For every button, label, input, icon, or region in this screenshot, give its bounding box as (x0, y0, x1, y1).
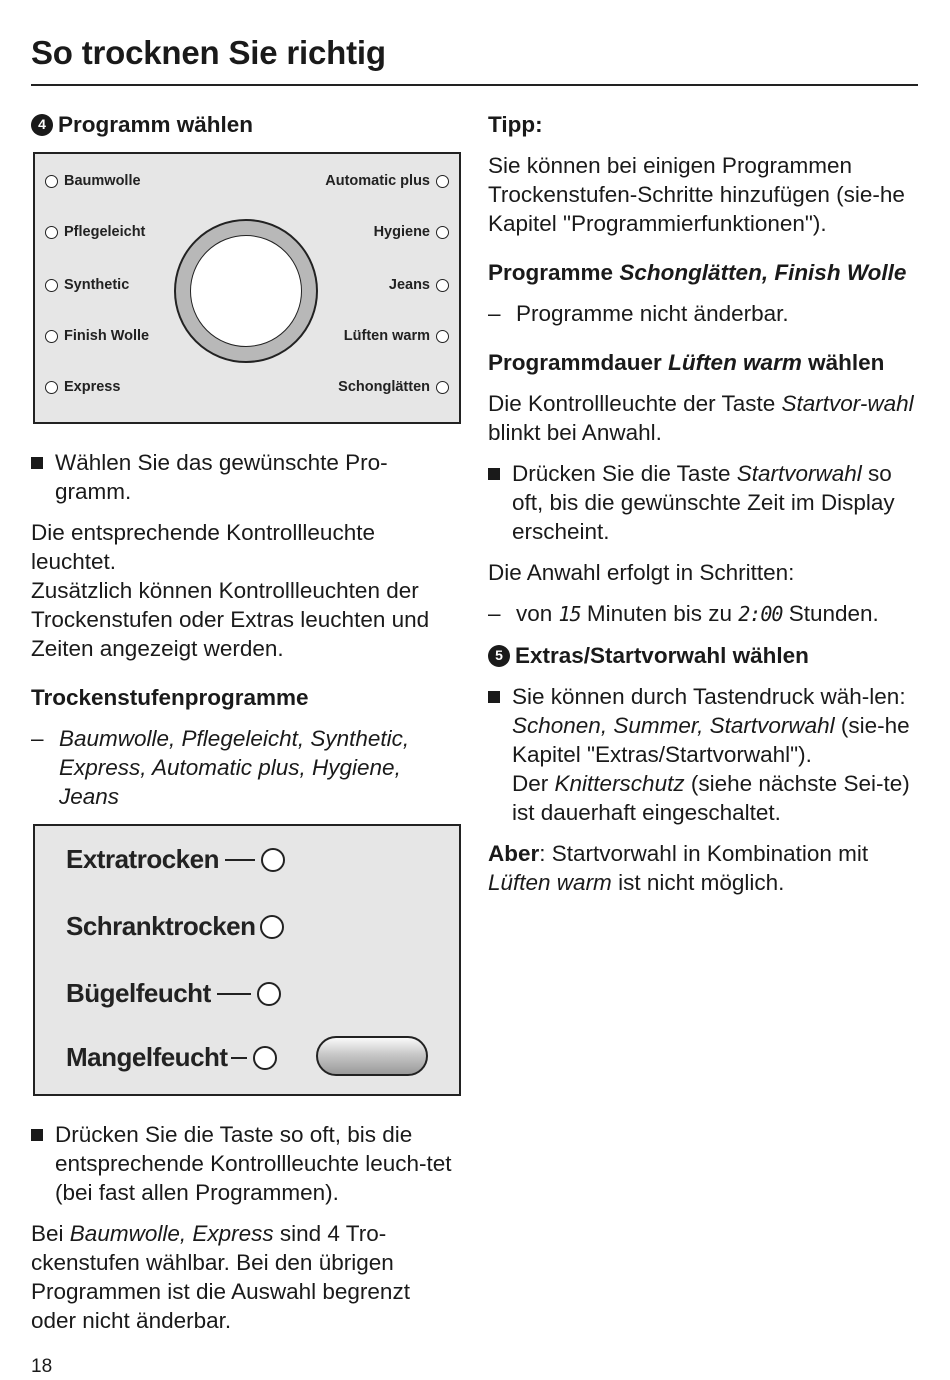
right-column (488, 110, 918, 897)
tip-heading: Tipp: (488, 112, 543, 137)
program-option-left: Finish Wolle (45, 328, 149, 344)
program-option-left: Synthetic (45, 277, 129, 293)
program-option-right: Jeans (389, 277, 449, 293)
program-led-icon (45, 279, 58, 292)
heading-duration: Programmdauer Lüften warm wählen (488, 350, 885, 375)
dryness-level-row: Mangelfeucht (66, 1042, 277, 1073)
bullet-press-startvorwahl: Drücken Sie die Taste Startvorwahl so oft, bis die gewünschte Zeit im Display erscheint. (488, 459, 918, 546)
dryness-led-icon (257, 982, 281, 1006)
bullet-extras: Sie können durch Tastendruck wäh-len: Schonen, Summer, Startvorwahl (sie-he Kapitel "Extras/Startvorwahl"). Der Knitterschutz (siehe nächste Sei-te) ist dauerhaft eingeschaltet. (488, 682, 918, 827)
left-column (31, 110, 461, 1335)
dryness-led-icon (260, 915, 284, 939)
program-option-right: Hygiene (374, 224, 449, 240)
bullet-press-button: Drücken Sie die Taste so oft, bis die entsprechende Kontrollleuchte leuch-tet (bei fast allen Programmen). (31, 1120, 461, 1207)
dash-marker: – (31, 726, 44, 751)
lcd-value-start: 15 (558, 602, 581, 626)
dryness-level-row: Bügelfeucht (66, 978, 281, 1009)
paragraph-lights-1: Die entsprechende Kontrollleuchte leuchtet. (31, 520, 375, 574)
dryness-level-panel (33, 824, 461, 1096)
heading-fixed-programs: Programme Schonglätten, Finish Wolle (488, 260, 907, 285)
connector-line (231, 1057, 247, 1059)
step4-heading (31, 110, 461, 139)
program-led-icon (436, 226, 449, 239)
paragraph-dry-levels: Bei Baumwolle, Express sind 4 Tro-ckenstufen wählbar. Bei den übrigen Programmen ist die Auswahl begrenzt oder nicht änderbar. (31, 1221, 410, 1333)
program-option-left: Baumwolle (45, 173, 141, 189)
bullet-select-program: Wählen Sie das gewünschte Pro-gramm. (31, 448, 461, 506)
program-led-icon (436, 330, 449, 343)
program-option-left: Pflegeleicht (45, 224, 145, 240)
program-dial-icon (174, 219, 318, 363)
dryness-level-row: Extratrocken (66, 844, 285, 875)
step5-heading (488, 641, 918, 670)
page-number: 18 (31, 1356, 53, 1377)
program-led-icon (436, 175, 449, 188)
dryness-select-button (316, 1036, 428, 1076)
dash-marker: – (488, 301, 501, 326)
connector-line (217, 993, 251, 995)
paragraph-lights-2: Zusätzlich können Kontrollleuchten der Trockenstufen oder Extras leuchten und Zeiten angezeigt werden. (31, 578, 430, 661)
program-option-right: Lüften warm (344, 328, 449, 344)
program-led-icon (45, 175, 58, 188)
paragraph-light-blinks: Die Kontrollleuchte der Taste Startvor-wahl blinkt bei Anwahl. (488, 391, 914, 445)
step4-title: Programm wählen (58, 112, 254, 137)
heading-dry-programs: Trockenstufenprogramme (31, 685, 309, 710)
step5-title: Extras/Startvorwahl wählen (515, 643, 809, 668)
step5-number-badge: 5 (488, 645, 510, 667)
program-option-right: Schonglätten (338, 379, 449, 395)
paragraph-steps: Die Anwahl erfolgt in Schritten: (488, 560, 795, 585)
bullet-square-icon (31, 1129, 43, 1141)
dash-marker: – (488, 601, 501, 626)
program-led-icon (436, 279, 449, 292)
program-selector-panel (33, 152, 461, 424)
program-option-right: Automatic plus (325, 173, 449, 189)
program-option-left: Express (45, 379, 120, 395)
program-led-icon (45, 226, 58, 239)
dryness-led-icon (253, 1046, 277, 1070)
program-led-icon (45, 330, 58, 343)
program-dial-knob (190, 235, 302, 347)
step4-number-badge: 4 (31, 114, 53, 136)
program-led-icon (436, 381, 449, 394)
lcd-value-end: 2:00 (738, 602, 783, 626)
paragraph-aber: Aber: Startvorwahl in Kombination mit Lüften warm ist nicht möglich. (488, 841, 869, 895)
bullet-square-icon (31, 457, 43, 469)
dash-time-range: – von 15 Minuten bis zu 2:00 Stunden. (488, 601, 879, 626)
page-title: So trocknen Sie richtig (31, 34, 386, 71)
connector-line (225, 859, 255, 861)
bullet-square-icon (488, 468, 500, 480)
dryness-level-row: Schranktrocken (66, 911, 284, 942)
tip-text: Sie können bei einigen Programmen Trockenstufen-Schritte hinzufügen (sie-he Kapitel "Programmierfunktionen"). (488, 153, 905, 236)
dash-dry-programs: – Baumwolle, Pflegeleicht, Synthetic, Express, Automatic plus, Hygiene, Jeans (31, 726, 410, 809)
title-rule (31, 84, 918, 86)
program-led-icon (45, 381, 58, 394)
dash-not-changeable: – Programme nicht änderbar. (488, 301, 789, 326)
dryness-led-icon (261, 848, 285, 872)
bullet-square-icon (488, 691, 500, 703)
